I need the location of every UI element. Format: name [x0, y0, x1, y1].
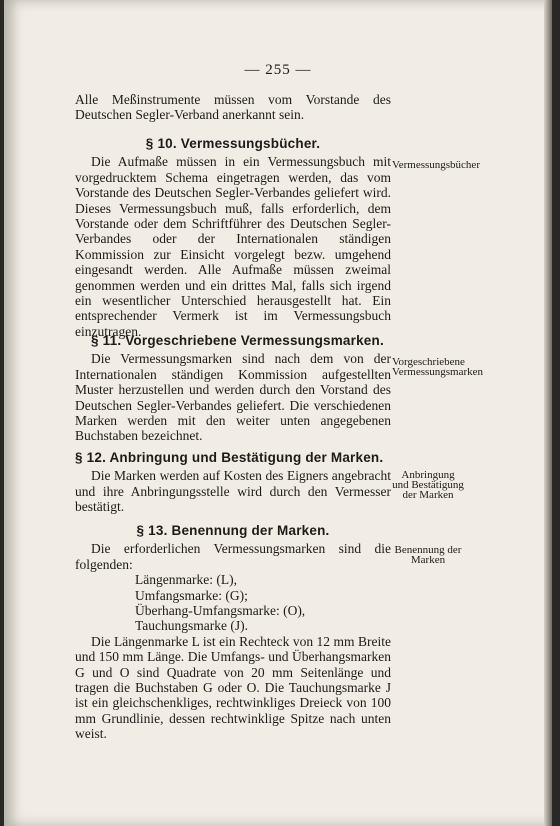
section-heading: § 11. Vorgeschriebene Vermessungsmarken.: [91, 333, 384, 348]
list-item: Tauchungsmarke (J).: [135, 618, 249, 634]
margin-note: Anbringung und Bestätigung der Marken: [392, 469, 464, 501]
section-paragraph: Die erforderlichen Vermessungsmarken sind die folgenden:: [75, 541, 391, 572]
list-item: Überhang-Umfangsmarke: (O),: [135, 603, 306, 619]
section-13: [75, 523, 391, 742]
list-item: Umfangsmarke: (G);: [135, 587, 248, 603]
list-item: Längenmarke: (L),: [135, 572, 237, 588]
margin-note: Benennung der Marken: [394, 544, 462, 566]
intro-paragraph: Alle Meßinstrumente müssen vom Vorstande des Deutschen Segler-Verband anerkannt sein.: [75, 92, 391, 123]
section-heading: § 10. Vermessungsbücher.: [145, 136, 321, 151]
page-number: — 255 —: [244, 62, 312, 78]
mark-list: [135, 572, 391, 634]
intro-block: [75, 92, 391, 123]
section-paragraph: Die Vermessungsmarken sind nach dem von der Internationalen ständigen Kommission aufgestellten Muster herzustellen und werden durch den Vorstand des Deutschen Segler-Verbandes geliefert. Die verschiedenen Marken werden mit den weiter unten angegebenen Buchstaben bezeichnet.: [75, 351, 391, 444]
margin-note: Vermessungsbücher: [392, 159, 480, 171]
section-paragraph: Die Marken werden auf Kosten des Eigners angebracht und ihre Anbringungsstelle wird durch den Vermesser bestätigt.: [75, 468, 391, 515]
section-heading: § 12. Anbringung und Bestätigung der Marken.: [75, 450, 384, 465]
section-heading: § 13. Benennung der Marken.: [136, 523, 330, 538]
section-paragraph: Die Aufmaße müssen in ein Vermessungsbuch mit vorgedrucktem Schema eingetragen werden, das vom Vorstande des Deutschen Segler-Verbandes geliefert wird. Dieses Vermessungsbuch muß, falls erforderlich, dem Vorstande oder dem Schriftführer des Deutschen Segler-Verbandes oder der Internationalen ständigen Kommission zur Einsicht vorgelegt bezw. umgehend eingesandt werden. Alle Aufmaße müssen zweimal genommen werden und ein drittes Mal, falls sich irgend ein wesentlicher Unterschied herausgestellt hat. Ein entsprechender Vermerk ist im Vermessungsbuch einzutragen.: [75, 154, 391, 339]
section-11: [75, 333, 391, 444]
page-spine-edge: [544, 0, 552, 826]
section-paragraph: Die Längenmarke L ist ein Rechteck von 12 mm Breite und 150 mm Länge. Die Umfangs- und Überhangsmarken G und O sind Quadrate von 20 mm Seitenlänge und tragen die Buchstaben G oder O. Die Tauchungsmarke J ist ein gleichschenkliges, rechtwinkliges Dreieck von 100 mm Grundlinie, dessen rechtwinklige Spitze nach unten weist.: [75, 633, 391, 742]
margin-note: Vorgeschriebene Vermessungsmarken: [392, 356, 484, 378]
section-10: [75, 136, 391, 339]
section-12: [75, 450, 391, 515]
book-page: [4, 0, 552, 826]
